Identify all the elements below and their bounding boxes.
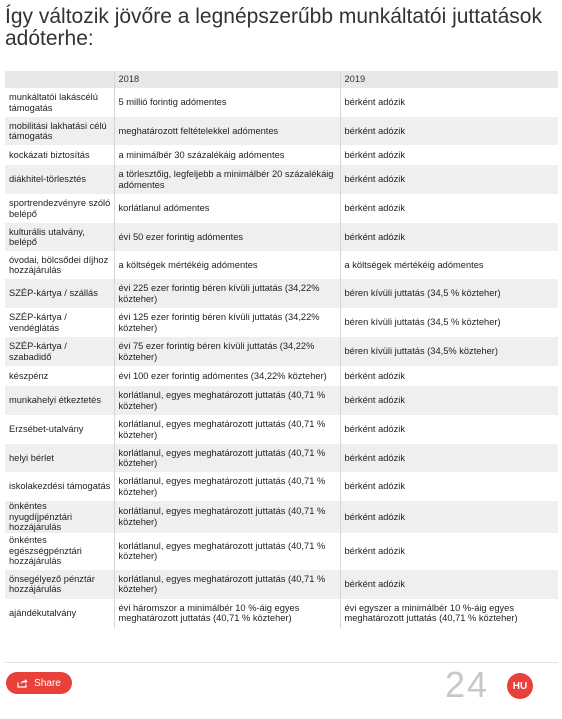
cell-2018: évi 125 ezer forintig béren kívüli juttatás (34,22% közteher) <box>114 308 340 337</box>
cell-2019: bérként adózik <box>340 117 558 145</box>
cell-benefit-name: Erzsébet-utalvány <box>5 415 114 444</box>
cell-2019: bérként adózik <box>340 194 558 223</box>
cell-2019: bérként adózik <box>340 570 558 599</box>
cell-2019: bérként adózik <box>340 472 558 501</box>
column-header-2018: 2018 <box>114 71 340 88</box>
table-row <box>5 501 558 533</box>
table-row <box>5 251 558 279</box>
table-row <box>5 165 558 194</box>
cell-2018: évi háromszor a minimálbér 10 %-áig egyes meghatározott juttatás (40,71 % közteher) <box>114 599 340 628</box>
cell-2019: bérként adózik <box>340 88 558 117</box>
column-header-2019: 2019 <box>340 71 558 88</box>
table-row <box>5 194 558 223</box>
cell-benefit-name: ajándékutalvány <box>5 599 114 628</box>
table-body <box>5 88 558 628</box>
cell-benefit-name: munkahelyi étkeztetés <box>5 386 114 415</box>
footer-divider <box>5 662 558 663</box>
cell-2019: bérként adózik <box>340 223 558 251</box>
cell-2019: bérként adózik <box>340 444 558 472</box>
cell-benefit-name: diákhitel-törlesztés <box>5 165 114 194</box>
cell-benefit-name: önkéntes egészségpénztári hozzájárulás <box>5 533 114 570</box>
cell-2018: évi 225 ezer forintig béren kívüli juttatás (34,22% közteher) <box>114 279 340 308</box>
table-row <box>5 88 558 117</box>
cell-2018: korlátlanul, egyes meghatározott juttatás (40,71 % közteher) <box>114 415 340 444</box>
table-row <box>5 599 558 628</box>
table-row <box>5 366 558 386</box>
cell-2018: a minimálbér 30 százalékáig adómentes <box>114 145 340 165</box>
table-row <box>5 337 558 366</box>
cell-2018: évi 50 ezer forintig adómentes <box>114 223 340 251</box>
cell-2019: évi egyszer a minimálbér 10 %-áig egyes meghatározott juttatás (40,71 % közteher) <box>340 599 558 628</box>
benefits-table <box>5 71 558 628</box>
cell-2019: béren kívüli juttatás (34,5% közteher) <box>340 337 558 366</box>
cell-benefit-name: sportrendezvényre szóló belépő <box>5 194 114 223</box>
page-title: Így változik jövőre a legnépszerűbb munkáltatói juttatások adóterhe: <box>5 5 542 50</box>
table-row <box>5 117 558 145</box>
cell-2018: korlátlanul, egyes meghatározott juttatás (40,71 % közteher) <box>114 533 340 570</box>
cell-benefit-name: SZÉP-kártya / szabadidő <box>5 337 114 366</box>
logo-badge: HU <box>507 673 533 699</box>
table-header-row <box>5 71 558 88</box>
share-button[interactable] <box>6 672 72 694</box>
table-row <box>5 386 558 415</box>
cell-benefit-name: önkéntes nyugdíjpénztári hozzájárulás <box>5 501 114 533</box>
cell-2018: korlátlanul, egyes meghatározott juttatás (40,71 % közteher) <box>114 444 340 472</box>
cell-benefit-name: kulturális utalvány, belépő <box>5 223 114 251</box>
cell-benefit-name: önsegélyező pénztár hozzájárulás <box>5 570 114 599</box>
table-row <box>5 444 558 472</box>
cell-2019: bérként adózik <box>340 386 558 415</box>
cell-benefit-name: óvodai, bölcsődei díjhoz hozzájárulás <box>5 251 114 279</box>
table-row <box>5 145 558 165</box>
table-row <box>5 472 558 501</box>
cell-2018: meghatározott feltételekkel adómentes <box>114 117 340 145</box>
cell-benefit-name: mobilitási lakhatási célú támogatás <box>5 117 114 145</box>
table-row <box>5 279 558 308</box>
cell-2018: korlátlanul, egyes meghatározott juttatás (40,71 % közteher) <box>114 501 340 533</box>
cell-2019: a költségek mértékéig adómentes <box>340 251 558 279</box>
cell-2019: bérként adózik <box>340 366 558 386</box>
cell-2018: korlátlanul, egyes meghatározott juttatás (40,71 % közteher) <box>114 570 340 599</box>
cell-benefit-name: iskolakezdési támogatás <box>5 472 114 501</box>
table-row <box>5 415 558 444</box>
cell-benefit-name: kockázati biztosítás <box>5 145 114 165</box>
cell-2019: bérként adózik <box>340 415 558 444</box>
cell-2019: bérként adózik <box>340 501 558 533</box>
cell-benefit-name: munkáltatói lakáscélú támogatás <box>5 88 114 117</box>
table-row <box>5 533 558 570</box>
cell-benefit-name: SZÉP-kártya / szállás <box>5 279 114 308</box>
column-header-benefit <box>5 71 114 88</box>
cell-2019: bérként adózik <box>340 533 558 570</box>
share-icon <box>17 678 28 688</box>
logo-number: 24 <box>445 664 490 705</box>
cell-2018: korlátlanul adómentes <box>114 194 340 223</box>
table-row <box>5 570 558 599</box>
cell-2018: a költségek mértékéig adómentes <box>114 251 340 279</box>
share-label: Share <box>34 677 61 689</box>
site-logo[interactable] <box>445 665 545 709</box>
cell-2018: a törlesztőig, legfeljebb a minimálbér 20 százalékáig adómentes <box>114 165 340 194</box>
cell-2019: béren kívüli juttatás (34,5 % közteher) <box>340 279 558 308</box>
cell-benefit-name: SZÉP-kártya / vendéglátás <box>5 308 114 337</box>
cell-2018: 5 millió forintig adómentes <box>114 88 340 117</box>
cell-benefit-name: készpénz <box>5 366 114 386</box>
table-row <box>5 223 558 251</box>
cell-2018: évi 100 ezer forintig adómentes (34,22% közteher) <box>114 366 340 386</box>
cell-2019: bérként adózik <box>340 165 558 194</box>
cell-2018: korlátlanul, egyes meghatározott juttatás (40,71 % közteher) <box>114 386 340 415</box>
cell-2018: korlátlanul, egyes meghatározott juttatás (40,71 % közteher) <box>114 472 340 501</box>
table-row <box>5 308 558 337</box>
cell-2019: béren kívüli juttatás (34,5 % közteher) <box>340 308 558 337</box>
cell-2019: bérként adózik <box>340 145 558 165</box>
cell-2018: évi 75 ezer forintig béren kívüli juttatás (34,22% közteher) <box>114 337 340 366</box>
cell-benefit-name: helyi bérlet <box>5 444 114 472</box>
